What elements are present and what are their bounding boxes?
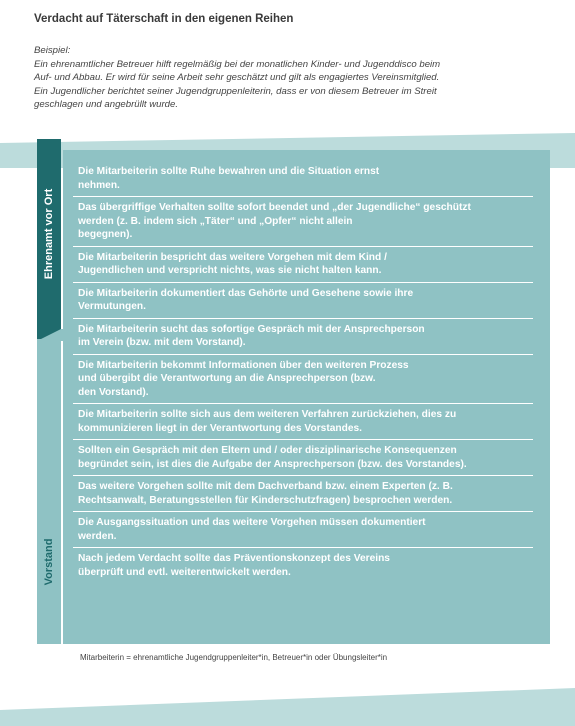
bottom-banner — [0, 688, 575, 726]
list-item: Nach jedem Verdacht sollte das Präventionskonzept des Vereins überprüft und evtl. weiterentwickelt werden. — [78, 553, 390, 578]
list-item: Die Mitarbeiterin sucht das sofortige Gespräch mit der Ansprechperson im Verein (bzw. mit dem Vorstand). — [73, 319, 533, 355]
example-block — [34, 44, 534, 112]
list-item: Die Mitarbeiterin bespricht das weitere Vorgehen mit dem Kind / Jugendlichen und verspricht nichts, was sie nicht halten kann. — [73, 247, 533, 283]
list-item: Die Mitarbeiterin sollte Ruhe bewahren und die Situation ernst nehmen. — [73, 161, 533, 197]
list-item: Das weitere Vorgehen sollte mit dem Dachverband bzw. einem Experten (z. B. Rechtsanwalt, Beratungsstellen für Kinderschutzfragen) besprochen werden. — [73, 476, 533, 512]
page-title: Verdacht auf Täterschaft in den eigenen Reihen — [34, 13, 294, 25]
tab-ehrenamt-vor-ort — [37, 139, 61, 329]
tab-ehrenamt-label: Ehrenamt vor Ort — [43, 188, 55, 280]
list-item: Das übergriffige Verhalten sollte sofort beendet und „der Jugendliche“ geschützt werden (z. B. indem sich „Täter“ und „Opfer“ nicht allein begegnen). — [73, 197, 533, 247]
list-item: Die Ausgangssituation und das weitere Vorgehen müssen dokumentiert werden. — [73, 512, 533, 548]
example-heading: Beispiel: — [34, 45, 71, 56]
list-item: Die Mitarbeiterin bekommt Informationen über den weiteren Prozess und übergibt die Verantwortung an die Ansprechperson (bzw. den Vorstand). — [73, 355, 533, 405]
list-item: Sollten ein Gespräch mit den Eltern und / oder disziplinarische Konsequenzen begründet sein, ist dies die Aufgabe der Ansprechperson (bzw. des Vorstandes). — [73, 440, 533, 476]
list-item: Die Mitarbeiterin sollte sich aus dem weiteren Verfahren zurückziehen, dies zu kommunizieren liegt in der Verantwortung des Vorstandes. — [73, 404, 533, 440]
example-line: Ein ehrenamtlicher Betreuer hilft regelmäßig bei der monatlichen Kinder- und Jugenddisco beim — [34, 58, 441, 70]
list-item: Die Mitarbeiterin dokumentiert das Gehörte und Gesehene sowie ihre Vermutungen. — [73, 283, 533, 319]
example-line: Ein Jugendlicher berichtet seiner Jugendgruppenleiterin, dass er von diesem Betreuer im Streit — [34, 85, 437, 97]
steps-list — [73, 161, 533, 583]
tab-vorstand — [37, 339, 61, 644]
footnote: Mitarbeiterin = ehrenamtliche Jugendgruppenleiter*in, Betreuer*in oder Übungsleiter*in — [80, 653, 388, 662]
example-line: Auf- und Abbau. Er wird für seine Arbeit sehr geschätzt und gilt als engagiertes Vereinsmitglied. — [34, 72, 440, 84]
example-line: geschlagen und angebrüllt wurde. — [34, 99, 179, 111]
tab-vorstand-label: Vorstand — [43, 538, 55, 586]
